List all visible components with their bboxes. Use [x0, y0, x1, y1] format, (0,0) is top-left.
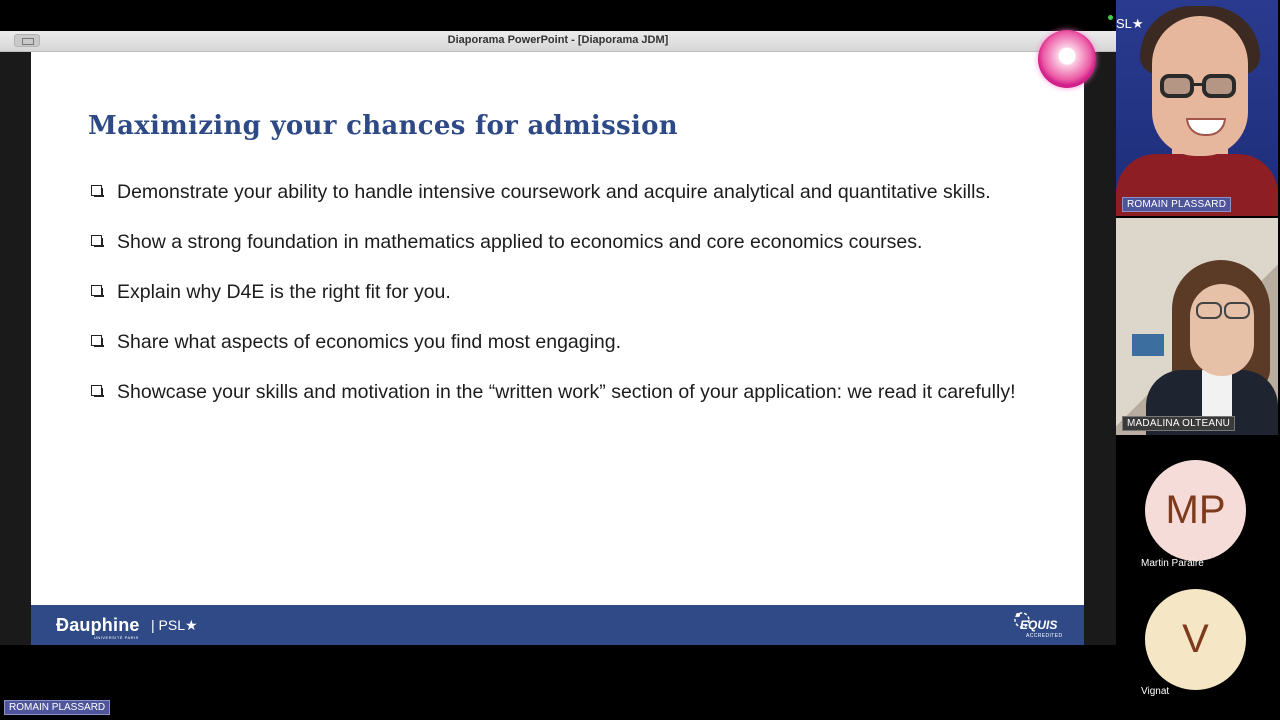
dauphine-logo: [56, 615, 140, 640]
participant-video-feed-part: [1190, 284, 1254, 376]
participant-video-feed-part: [1194, 83, 1203, 86]
participant-video-feed-part: [1196, 302, 1222, 319]
window-titlebar[interactable]: [0, 31, 1116, 52]
window-title: Diaporama PowerPoint - [Diaporama JDM]: [447, 34, 669, 46]
participant-video-feed-part: [1202, 74, 1236, 98]
participant-video-tile[interactable]: [1116, 218, 1278, 435]
presenter-orb-icon[interactable]: [1038, 30, 1096, 88]
participant-video-feed-part: [1224, 302, 1250, 319]
checkbox-bullet-icon: [91, 385, 102, 396]
participant-video-feed-part: [1132, 334, 1164, 356]
psl-corner-mark: SL★: [1116, 16, 1144, 31]
bullet-item: [89, 372, 1049, 412]
slide-footer: [31, 605, 1084, 645]
bullet-item: [89, 322, 1049, 362]
participant-avatar[interactable]: MP: [1145, 460, 1246, 561]
equis-text: EQUIS: [1020, 618, 1058, 632]
checkbox-bullet-icon: [91, 285, 102, 296]
active-speaker-label: ROMAIN PLASSARD: [4, 700, 110, 715]
checkbox-bullet-icon: [91, 335, 102, 346]
bullet-text: Show a strong foundation in mathematics applied to economics and core economics courses.: [117, 231, 923, 253]
bullet-item: [89, 172, 1049, 212]
active-indicator-dot: [1108, 15, 1113, 20]
participant-video-tile[interactable]: [1116, 0, 1278, 216]
equis-subtext: ACCREDITED: [1026, 633, 1063, 639]
slide: [31, 52, 1084, 645]
bullet-text: Showcase your skills and motivation in the “written work” section of your application: we read it carefully!: [117, 381, 1016, 403]
bullet-list: [89, 172, 1049, 422]
participant-name-label: Vignat: [1141, 686, 1170, 697]
checkbox-bullet-icon: [91, 235, 102, 246]
participant-video-feed-part: [1202, 370, 1232, 420]
equis-logo: [1012, 610, 1064, 640]
checkbox-bullet-icon: [91, 185, 102, 196]
bullet-item: [89, 222, 1049, 262]
dauphine-logo-text: Ðauphine: [56, 615, 140, 635]
bullet-text: Share what aspects of economics you find most engaging.: [117, 331, 622, 353]
participant-name-label: MADALINA OLTEANU: [1122, 416, 1235, 431]
psl-logo: | PSL★: [151, 617, 198, 633]
participant-video-feed-part: [1160, 74, 1194, 98]
bullet-text: Explain why D4E is the right fit for you.: [117, 281, 451, 303]
bullet-item: [89, 272, 1049, 312]
dauphine-logo-subtext: UNIVERSITÉ PARIS: [94, 635, 139, 640]
participant-avatar[interactable]: V: [1145, 589, 1246, 690]
participant-name-label: ROMAIN PLASSARD: [1122, 197, 1231, 212]
presentation-window: [0, 31, 1116, 645]
slide-title: Maximizing your chances for admission: [88, 111, 679, 141]
bullet-text: Demonstrate your ability to handle intensive coursework and acquire analytical and quantitative skills.: [117, 181, 991, 203]
participant-name-label: Martin Paraire: [1141, 558, 1204, 569]
